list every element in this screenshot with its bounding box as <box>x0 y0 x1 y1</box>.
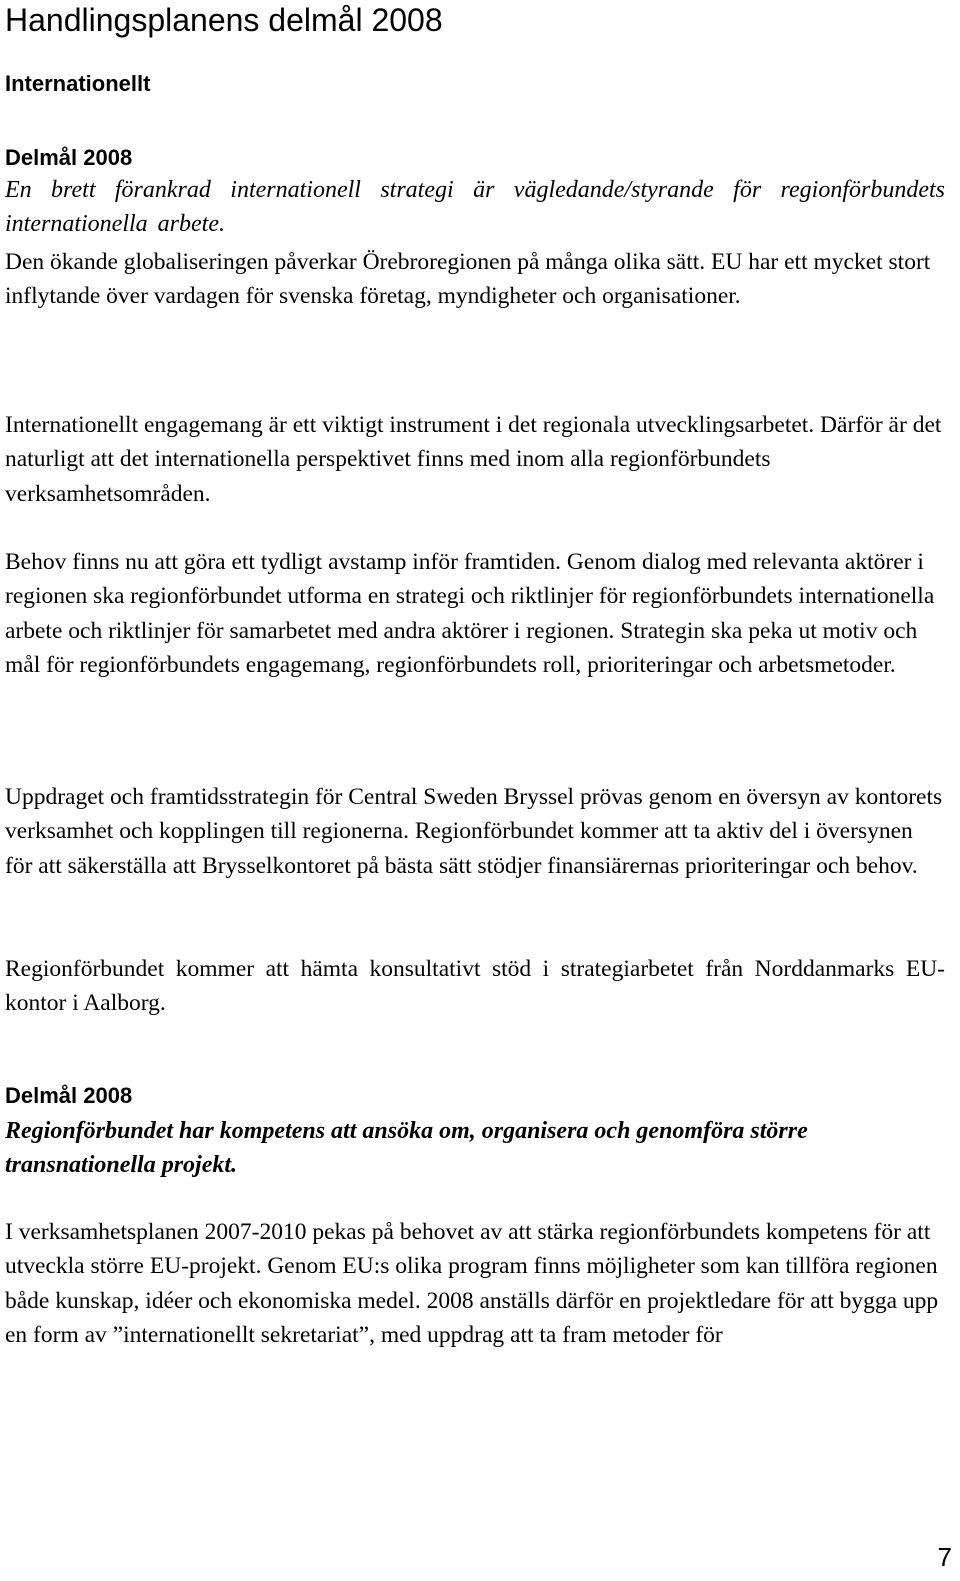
paragraph: Den ökande globaliseringen påverkar Örebroregionen på många olika sätt. EU har ett mycket stort inflytande över vardagen för svenska företag, myndigheter och organisationer. <box>5 249 931 310</box>
page-title: Handlingsplanens delmål 2008 <box>5 2 443 38</box>
goal-heading: Delmål 2008 <box>5 1083 133 1108</box>
paragraph: Behov finns nu att göra ett tydligt avstamp inför framtiden. Genom dialog med relevanta aktörer i regionen ska regionförbundet utforma en strategi och riktlinjer för regionförbundets internationella arbete och riktlinjer för samarbetet med andra aktörer i regionen. Strategin ska peka ut motiv och mål för regionförbundets engagemang, regionförbundets roll, prioriteringar och arbetsmetoder. <box>5 549 935 678</box>
paragraph: Regionförbundet kommer att hämta konsultativt stöd i strategiarbetet från Norddanmarks EU-kontor i Aalborg. <box>5 956 945 1017</box>
goal-text: Regionförbundet har kompetens att ansöka om, organisera och genomföra större transnationella projekt. <box>5 1118 808 1178</box>
page-number: 7 <box>937 1542 952 1572</box>
paragraph: Uppdraget och framtidsstrategin för Central Sweden Bryssel prövas genom en översyn av kontorets verksamhet och kopplingen till regionerna. Regionförbundet kommer att ta aktiv del i översynen för att säkerställa att Brysselkontoret på bästa sätt stödjer finansiärernas prioriteringar och behov. <box>5 784 943 879</box>
paragraph: Internationellt engagemang är ett viktigt instrument i det regionala utvecklingsarbetet. Därför är det naturligt att det internationella perspektivet finns med inom alla regionförbundets verksamhetsområden. <box>5 412 942 507</box>
section-heading: Internationellt <box>5 71 151 96</box>
goal-heading: Delmål 2008 <box>5 145 133 170</box>
goal-text: En brett förankrad internationell strategi är vägledande/styrande för regionförbundets internationella arbete. <box>5 177 945 237</box>
paragraph: I verksamhetsplanen 2007-2010 pekas på behovet av att stärka regionförbundets kompetens för att utveckla större EU-projekt. Genom EU:s olika program finns möjligheter som kan tillföra regionen både kunskap, idéer och ekonomiska medel. 2008 anställs därför en projektledare för att bygga upp en form av ”internationellt sekretariat”, med uppdrag att ta fram metoder för <box>5 1219 939 1348</box>
